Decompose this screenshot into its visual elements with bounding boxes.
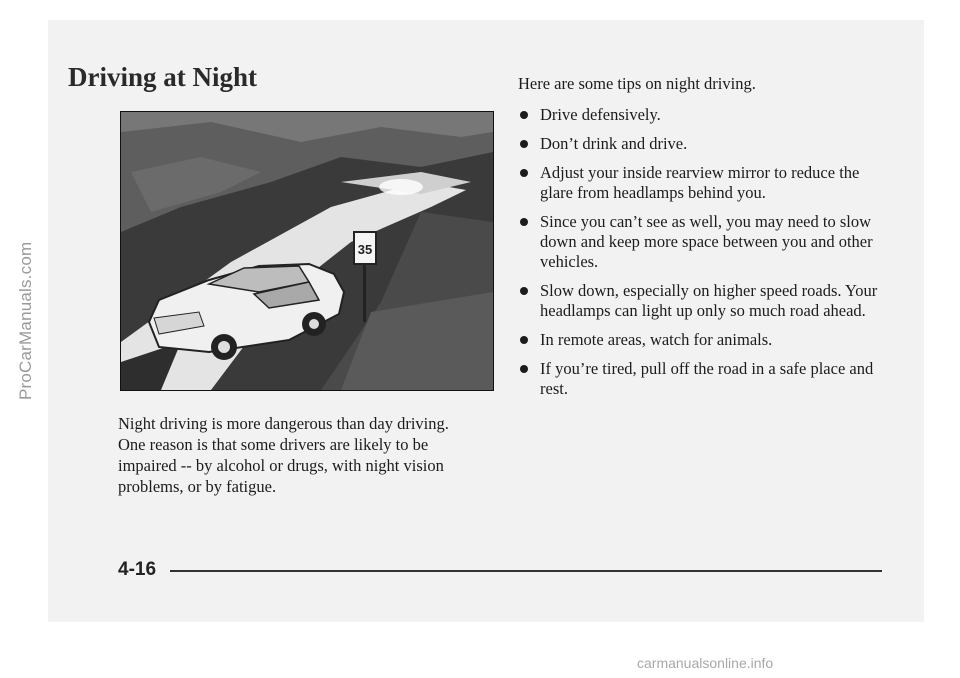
- bullet-icon: [520, 365, 528, 373]
- list-item: [518, 330, 878, 350]
- bullet-icon: [520, 287, 528, 295]
- list-item: [518, 134, 878, 154]
- oncoming-glow: [379, 179, 423, 195]
- tip-text: If you’re tired, pull off the road in a safe place and rest.: [540, 359, 874, 398]
- bullet-icon: [520, 140, 528, 148]
- section-heading: Driving at Night: [68, 62, 257, 92]
- list-item: [518, 212, 878, 272]
- page-number: 4-16: [118, 559, 157, 580]
- footer-watermark: carmanualsonline.info: [637, 655, 774, 671]
- speed-sign-text: 35: [357, 242, 373, 257]
- bullet-icon: [520, 218, 528, 226]
- tip-text: Slow down, especially on higher speed roads. Your headlamps can light up only so much road ahead.: [540, 281, 878, 320]
- bullet-icon: [520, 169, 528, 177]
- bullet-icon: [520, 336, 528, 344]
- list-item: [518, 359, 878, 399]
- list-item: [518, 105, 878, 125]
- bullet-icon: [520, 111, 528, 119]
- sign-post: [363, 262, 366, 322]
- tips-lead: Here are some tips on night driving.: [518, 74, 756, 93]
- tip-text: In remote areas, watch for animals.: [540, 330, 773, 349]
- tip-text: Adjust your inside rearview mirror to reduce the glare from headlamps behind you.: [540, 163, 860, 202]
- list-item: [518, 281, 878, 321]
- list-item: [518, 163, 878, 203]
- tips-list: [518, 96, 878, 399]
- night-driving-illustration: [120, 111, 494, 391]
- intro-paragraph: Night driving is more dangerous than day driving. One reason is that some drivers are likely to be impaired -- by alcohol or drugs, with night vision problems, or by fatigue.: [118, 414, 449, 496]
- page-rule: [170, 570, 882, 572]
- tip-text: Don’t drink and drive.: [540, 134, 688, 153]
- tip-text: Since you can’t see as well, you may need to slow down and keep more space between you and other vehicles.: [540, 212, 873, 271]
- side-watermark: ProCarManuals.com: [16, 241, 35, 400]
- tip-text: Drive defensively.: [540, 105, 661, 124]
